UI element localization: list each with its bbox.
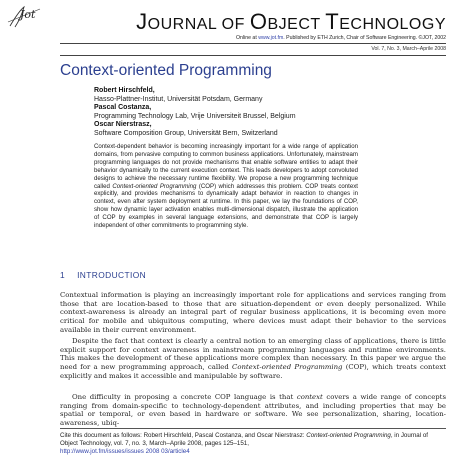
volume-info: Vol. 7, No. 3, March–Aprile 2008 <box>371 46 446 52</box>
article-link[interactable]: http://www.jot.fm/issues/issues 2008 03/article4 <box>60 447 190 455</box>
masthead-rule-bottom <box>60 55 446 56</box>
author-name: Pascal Costanza, <box>94 104 152 112</box>
author-name: Oscar Nierstrasz, <box>94 121 152 129</box>
body-paragraph: Contextual information is playing an increasingly important role for applications and services ranging from those that are location-based to those that are situation-dependent or even deeply personalized. While context-awareness is already an integral part of regular business applications, it is becoming even more critical for mobile and ubiquitous computing, where devices must adapt their behavior to the services available in their current environment. <box>60 291 446 334</box>
journal-title: JOURNAL OF OBJECT TECHNOLOGY <box>136 9 446 34</box>
section-heading <box>60 270 146 280</box>
author-affiliation: Hasso-Plattner-Institut, Universität Potsdam, Germany <box>94 95 263 103</box>
author-list <box>94 87 424 139</box>
body-paragraph: Despite the fact that context is clearly a central notion to an emerging class of applications, there is little explicit support for context awareness in mainstream programming languages and runtime environments. This makes the development of these applications more complex than necessary. In this paper we argue the need for a new programming approach, called Context-oriented Programming (COP), which treats context explicitly and makes it accessible and manipulable by software. <box>60 337 447 380</box>
publisher-line: Online at www.jot.fm. Published by ETH Zurich, Chair of Software Engineering. ©JOT, 2002 <box>236 35 446 41</box>
jot-website-link[interactable]: www.jot.fm <box>258 35 284 41</box>
section-number: 1 <box>60 270 66 280</box>
citation-rule <box>60 428 446 429</box>
masthead-rule-top <box>60 43 446 44</box>
abstract: Context-dependent behavior is becoming increasingly important for a wide range of application domains, from pervasive computing to common business applications. Unfortunately, mainstream programming languages do not provide mechanisms that enable software entities to adapt their behavior dynamically to the current execution context. This leads developers to adopt convoluted designs to achieve the necessary runtime flexibility. We propose a new programming technique called Context-oriented Programming (COP) which addresses this problem. COP treats context explicitly, and provides mechanisms to dynamically adapt behavior in reaction to changes in context, even after system deployment at runtime. In this paper, we lay the foundations of COP, show how dynamic layer activation enables multi-dimensional dispatch, illustrate the application of COP by examples in several language extensions, and demonstrate that COP is largely independent of other commitments to programming style. <box>94 143 358 230</box>
jot-logo <box>6 4 46 30</box>
paper-title: Context-oriented Programming <box>60 62 272 79</box>
logo-text: Jot <box>20 8 36 21</box>
author-name: Robert Hirschfeld, <box>94 87 155 94</box>
author-affiliation: Programming Technology Lab, Vrije Universiteit Brussel, Belgium <box>94 112 296 120</box>
citation-note: Cite this document as follows: Robert Hirschfeld, Pascal Costanza, and Oscar Nierstrasz: Context-oriented Programming, in Journal of Object Technology, vol. 7, no. 3, March–Aprile 2008, pages 125–151, http://www.jot.fm/issues/issues 2008 03/article4 <box>60 432 428 455</box>
author-affiliation: Software Composition Group, Universität Bern, Switzerland <box>94 129 278 137</box>
body-paragraph: One difficulty in proposing a concrete COP language is that context covers a wide range of concepts ranging from domain-specific to technology-dependent attributes, and including properties that may be spatial or temporal, or even based in hardware or software. We see personalization, sharing, location-awareness, ubiq- <box>60 393 446 428</box>
section-title: INTRODUCTION <box>77 270 147 280</box>
